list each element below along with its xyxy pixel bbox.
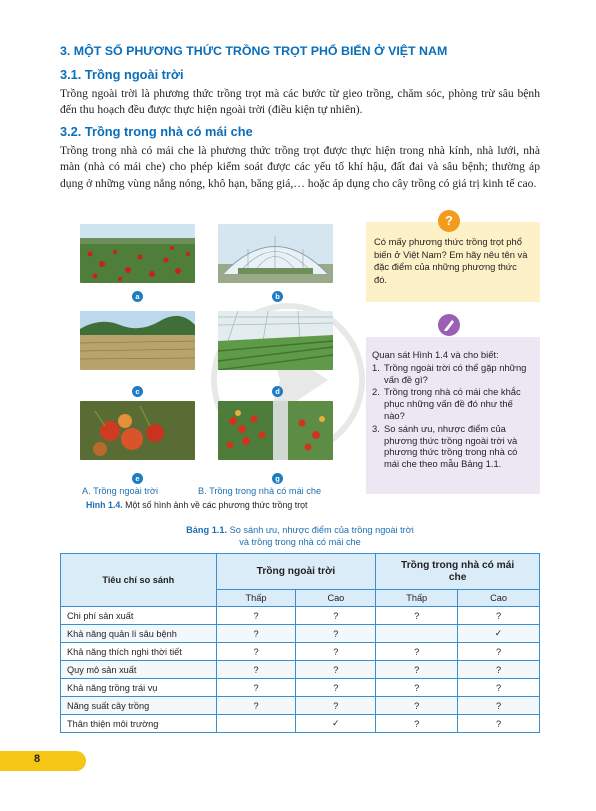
question-box [366,222,540,302]
activity-item: 2. Trồng trong nhà có mái che khắc phục những vấn đề đó như thế nào? [372,386,521,421]
table-caption-text: So sánh ưu, nhược điểm của trồng ngoài trời [229,525,414,535]
activity-intro: Quan sát Hình 1.4 và cho biết: [372,349,499,360]
page-number-bar [0,751,86,771]
paragraph-outdoor: Trồng ngoài trời là phương thức trồng trọt mà các bước từ gieo trồng, chăm sóc, phòng trừ sâu bệnh đến thu hoạch đều được thực hiện ngoài trời (điều kiện tự nhiên). [60,87,540,117]
photo-outdoor-chili-field [80,224,195,283]
comparison-table [60,553,540,733]
table-row: Thân thiện môi trường ✓ ? ? [61,715,540,733]
table-row: Khả năng trồng trái vụ ? ? ? ? [61,679,540,697]
figure-caption [86,500,307,510]
activity-item: 1. Trồng ngoài trời có thể gặp những vấn đề gì? [372,361,527,385]
header-indoor: Trồng trong nhà có mái che [376,554,540,590]
question-icon: ? [438,210,460,232]
figure-group-label-indoor: B. Trồng trong nhà có mái che [198,486,322,496]
table-row: Khả năng quản lí sâu bệnh ? ? ✓ [61,625,540,643]
table-row: Khả năng thích nghi thời tiết ? ? ? ? [61,643,540,661]
table-caption [140,524,460,548]
pencil-icon [438,314,460,336]
table-row: Quy mô sản xuất ? ? ? ? [61,661,540,679]
badge-a: a [132,291,143,302]
badge-d: d [272,386,283,397]
page-number: 8 [34,753,41,765]
photo-outdoor-tomatoes [80,401,195,460]
question-text: Có mấy phương thức trồng trọt phổ biến ở Việt Nam? Em hãy nêu tên và đặc điểm của những phương thức đó. [374,236,528,285]
photo-greenhouse-tomatoes [218,401,333,460]
table-row: Năng suất cây trồng ? ? ? ? [61,697,540,715]
header-outdoor: Trồng ngoài trời [216,554,376,590]
header-indoor-high: Cao [458,590,540,607]
subsection-title-outdoor: 3.1. Trồng ngoài trời [60,67,184,82]
activity-box [366,337,540,494]
badge-b: b [272,291,283,302]
section-title: 3. MỘT SỐ PHƯƠNG THỨC TRỒNG TRỌT PHỔ BIẾN Ở VIỆT NAM [60,44,448,58]
figure-group-label-outdoor: A. Trồng ngoài trời [82,486,158,496]
header-outdoor-low: Thấp [216,590,296,607]
badge-c: c [132,386,143,397]
header-indoor-low: Thấp [376,590,458,607]
activity-item: 3. So sánh ưu, nhược điểm của phương thức trồng ngoài trời và phương thức trồng trong nhà có mái che theo mẫu Bảng 1.1. [372,422,518,470]
table-caption-text-line2: và trồng trong nhà có mái che [239,537,361,547]
subsection-title-indoor: 3.2. Trồng trong nhà có mái che [60,124,253,139]
activity-list [372,362,534,470]
header-criteria: Tiêu chí so sánh [61,554,217,607]
table-caption-number: Bảng 1.1. [186,525,228,535]
photo-greenhouse-interior [218,311,333,370]
badge-g: g [272,473,283,484]
figure-caption-text: Một số hình ảnh về các phương thức trồng trọt [125,500,308,510]
figure-caption-number: Hình 1.4. [86,500,123,510]
photo-outdoor-rice-field [80,311,195,370]
table-row: Chi phí sản xuất ? ? ? ? [61,607,540,625]
badge-e: e [132,473,143,484]
photo-greenhouse-frame [218,224,333,283]
paragraph-indoor: Trồng trong nhà có mái che là phương thức trồng trọt được thực hiện trong nhà kính, nhà lưới, nhà màn (nhà có mái che) cho phép kiểm soát được các yếu tố khí hậu, đất đai và sâu bệnh; thường áp dụng ở những vùng nắng nóng, khô hạn, băng giá,… hoặc áp dụng cho cây trồng có giá trị kinh tế cao. [60,144,540,190]
header-outdoor-high: Cao [296,590,376,607]
